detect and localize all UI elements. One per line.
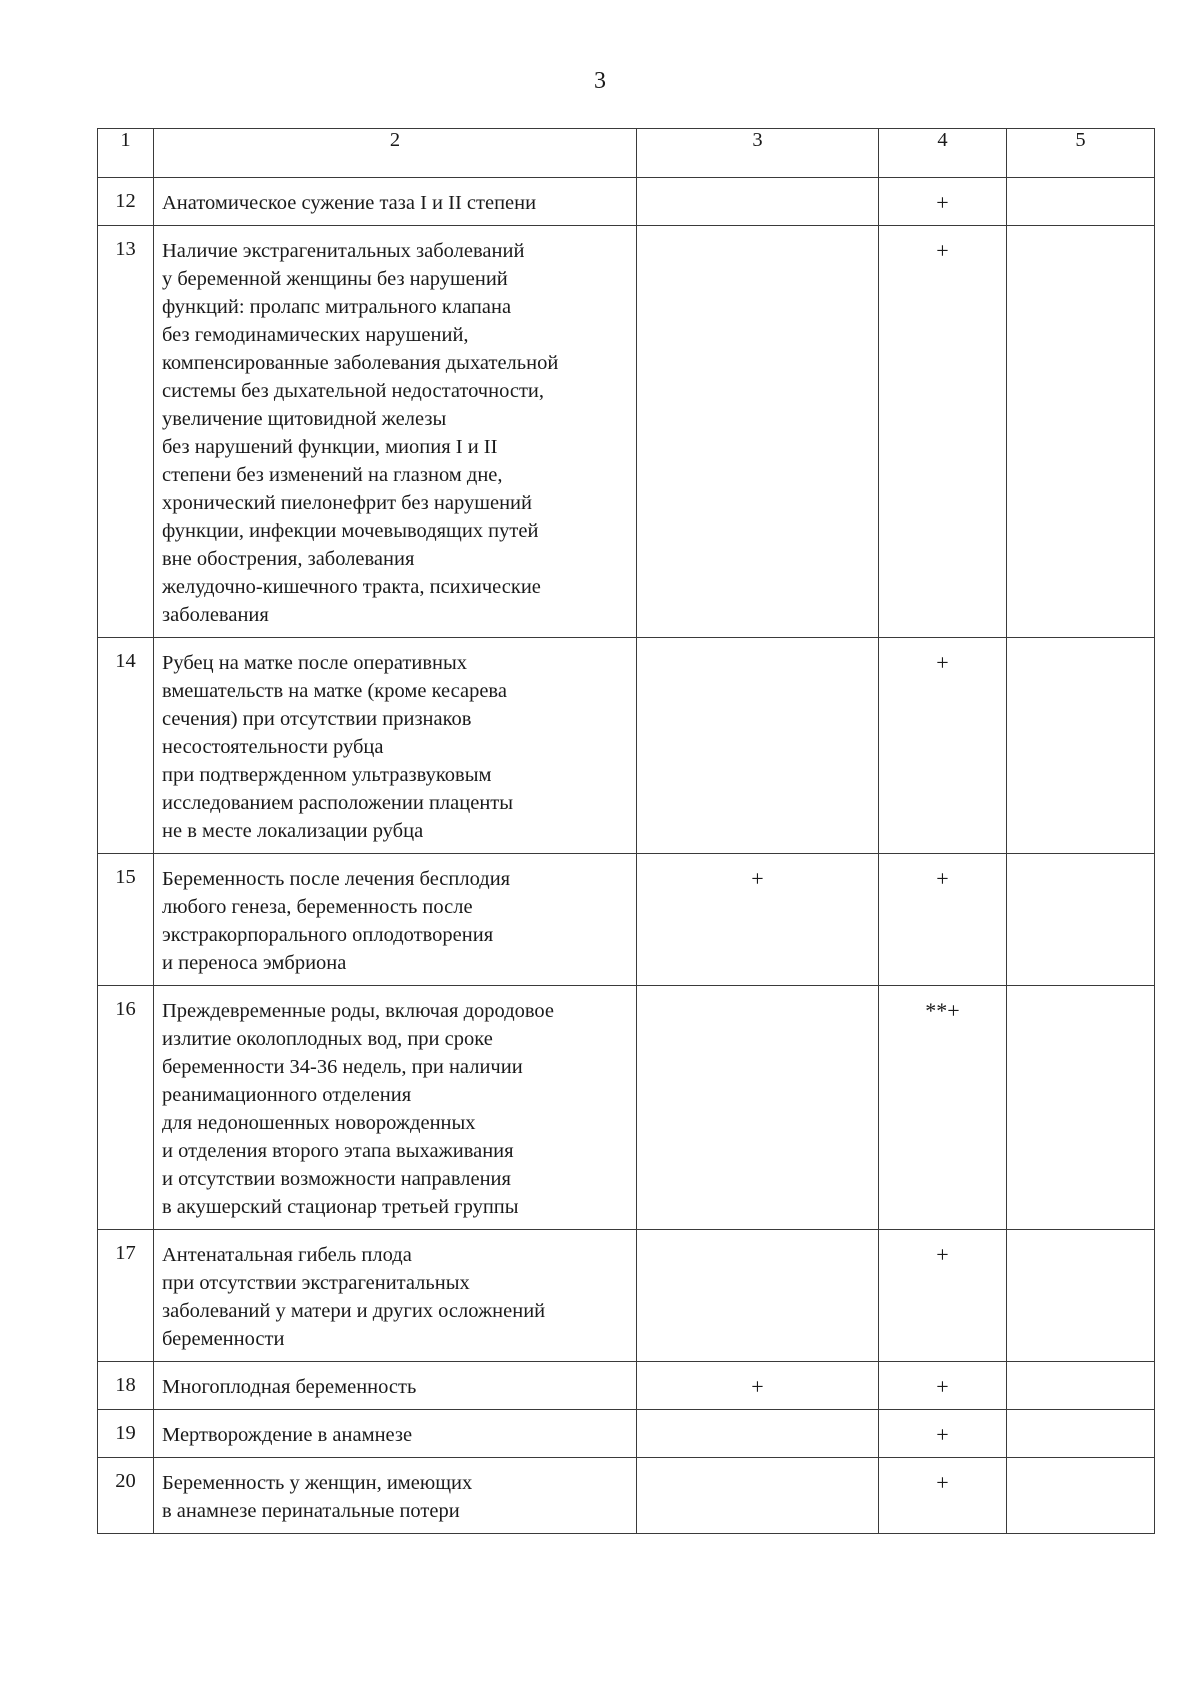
header-col-1: 1	[98, 129, 154, 178]
description-line: несостоятельности рубца	[162, 736, 384, 758]
description-line: без нарушений функции, миопия I и II	[162, 436, 498, 458]
table-row	[98, 986, 1155, 1230]
mark-c4: +	[879, 226, 1007, 638]
mark-c3: +	[637, 1362, 879, 1410]
description-line: Наличие экстрагенитальных заболеваний	[162, 240, 525, 262]
description-line: у беременной женщины без нарушений	[162, 268, 508, 290]
description-line: заболевания	[162, 604, 269, 626]
row-number: 16	[98, 986, 154, 1230]
header-col-5: 5	[1007, 129, 1155, 178]
mark-c3	[637, 226, 879, 638]
mark-c4: **+	[879, 986, 1007, 1230]
description-line: степени без изменений на глазном дне,	[162, 464, 503, 486]
row-number: 20	[98, 1458, 154, 1534]
description-line: реанимационного отделения	[162, 1084, 412, 1106]
row-description	[154, 178, 637, 226]
row-description	[154, 1362, 637, 1410]
description-line: вмешательств на матке (кроме кесарева	[162, 680, 507, 702]
table-row	[98, 638, 1155, 854]
description-line: при подтвержденном ультразвуковым	[162, 764, 492, 786]
mark-c5	[1007, 986, 1155, 1230]
description-line: функций: пролапс митрального клапана	[162, 296, 512, 318]
row-number: 15	[98, 854, 154, 986]
row-description	[154, 1458, 637, 1534]
description-line: без гемодинамических нарушений,	[162, 324, 469, 346]
description-line: компенсированные заболевания дыхательной	[162, 352, 559, 374]
description-line: в акушерский стационар третьей группы	[162, 1196, 519, 1218]
row-description	[154, 1230, 637, 1362]
description-line: хронический пиелонефрит без нарушений	[162, 492, 532, 514]
description-line: при отсутствии экстрагенитальных	[162, 1272, 470, 1294]
mark-c5	[1007, 854, 1155, 986]
mark-c4: +	[879, 854, 1007, 986]
header-col-4: 4	[879, 129, 1007, 178]
mark-c4: +	[879, 1230, 1007, 1362]
description-line: беременности 34-36 недель, при наличии	[162, 1056, 523, 1078]
description-line: Анатомическое сужение таза I и II степени	[162, 192, 537, 214]
row-number: 12	[98, 178, 154, 226]
mark-c3	[637, 178, 879, 226]
mark-c5	[1007, 638, 1155, 854]
table-row	[98, 1362, 1155, 1410]
mark-c3	[637, 1410, 879, 1458]
description-line: и отделения второго этапа выхаживания	[162, 1140, 514, 1162]
row-number: 14	[98, 638, 154, 854]
description-line: вне обострения, заболевания	[162, 548, 415, 570]
header-col-2: 2	[154, 129, 637, 178]
mark-c5	[1007, 226, 1155, 638]
description-line: Рубец на матке после оперативных	[162, 652, 467, 674]
row-number: 18	[98, 1362, 154, 1410]
mark-c4: +	[879, 1458, 1007, 1534]
row-description	[154, 226, 637, 638]
table-row	[98, 226, 1155, 638]
mark-c4: +	[879, 178, 1007, 226]
table-header-row	[98, 129, 1155, 178]
description-line: увеличение щитовидной железы	[162, 408, 447, 430]
mark-c4: +	[879, 1410, 1007, 1458]
row-number: 19	[98, 1410, 154, 1458]
table-row	[98, 178, 1155, 226]
mark-c5	[1007, 1362, 1155, 1410]
description-line: и отсутствии возможности направления	[162, 1168, 511, 1190]
description-line: Мертворождение в анамнезе	[162, 1424, 413, 1446]
row-description	[154, 854, 637, 986]
row-description	[154, 986, 637, 1230]
mark-c5	[1007, 178, 1155, 226]
mark-c3	[637, 986, 879, 1230]
row-number: 17	[98, 1230, 154, 1362]
description-line: в анамнезе перинатальные потери	[162, 1500, 460, 1522]
mark-c5	[1007, 1458, 1155, 1534]
mark-c4: +	[879, 638, 1007, 854]
mark-c3: +	[637, 854, 879, 986]
mark-c3	[637, 1458, 879, 1534]
mark-c3	[637, 1230, 879, 1362]
table-row	[98, 1458, 1155, 1534]
mark-c4: +	[879, 1362, 1007, 1410]
description-line: сечения) при отсутствии признаков	[162, 708, 472, 730]
row-description	[154, 1410, 637, 1458]
mark-c5	[1007, 1410, 1155, 1458]
description-line: для недоношенных новорожденных	[162, 1112, 476, 1134]
description-line: Антенатальная гибель плода	[162, 1244, 412, 1266]
description-line: Преждевременные роды, включая дородовое	[162, 1000, 555, 1022]
description-line: исследованием расположении плаценты	[162, 792, 514, 814]
description-line: желудочно-кишечного тракта, психические	[162, 576, 541, 598]
description-line: любого генеза, беременность после	[162, 896, 473, 918]
page-number: 3	[594, 68, 606, 94]
description-line: не в месте локализации рубца	[162, 820, 424, 842]
row-description	[154, 638, 637, 854]
header-col-3: 3	[637, 129, 879, 178]
description-line: Беременность после лечения бесплодия	[162, 868, 511, 890]
description-line: системы без дыхательной недостаточности,	[162, 380, 545, 402]
description-line: и переноса эмбриона	[162, 952, 347, 974]
mark-c3	[637, 638, 879, 854]
table-row	[98, 854, 1155, 986]
description-line: Беременность у женщин, имеющих	[162, 1472, 473, 1494]
mark-c5	[1007, 1230, 1155, 1362]
table-row	[98, 1230, 1155, 1362]
description-line: беременности	[162, 1328, 285, 1350]
row-number: 13	[98, 226, 154, 638]
table-row	[98, 1410, 1155, 1458]
description-line: Многоплодная беременность	[162, 1376, 417, 1398]
description-line: функции, инфекции мочевыводящих путей	[162, 520, 539, 542]
description-line: заболеваний у матери и других осложнений	[162, 1300, 546, 1322]
description-line: экстракорпорального оплодотворения	[162, 924, 494, 946]
criteria-table	[97, 128, 1155, 1534]
description-line: излитие околоплодных вод, при сроке	[162, 1028, 493, 1050]
